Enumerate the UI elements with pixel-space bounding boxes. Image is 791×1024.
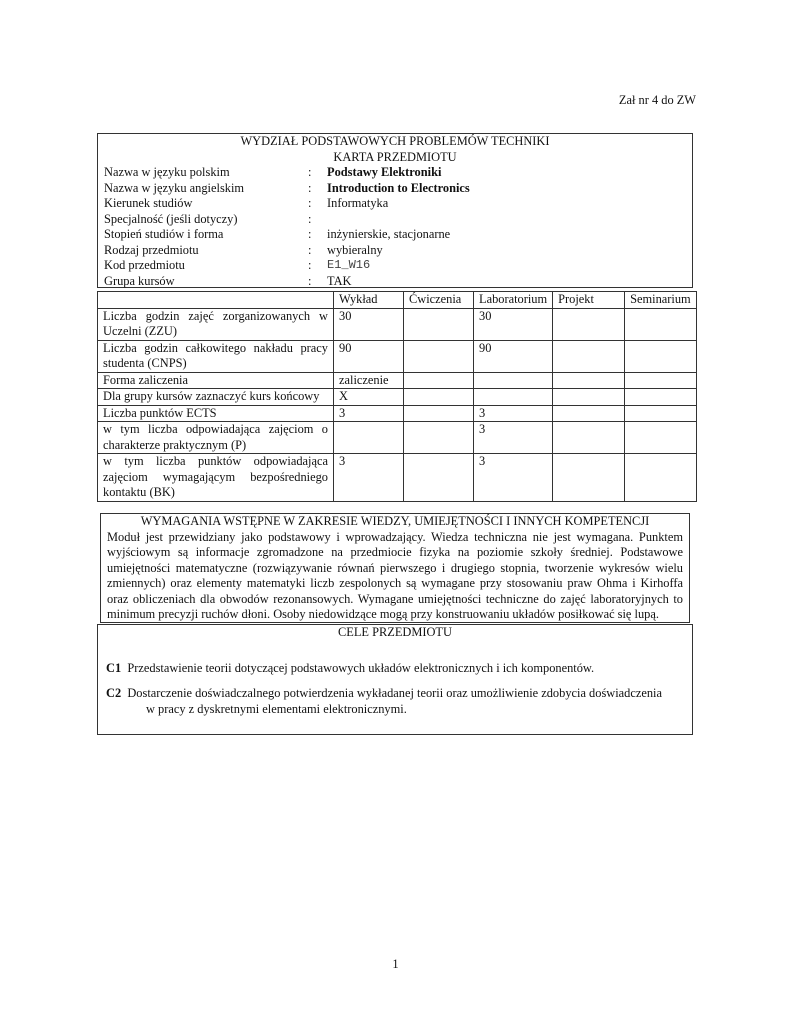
table-cell [625, 308, 697, 340]
row-label: Liczba godzin zajęć zorganizowanych w Uczelni (ZZU) [98, 308, 334, 340]
table-cell: 30 [474, 308, 553, 340]
table-cell [625, 340, 697, 372]
field-english-name [98, 181, 692, 197]
page-number: 1 [392, 957, 399, 971]
field-value: Introduction to Electronics [327, 180, 470, 195]
field-value: inżynierskie, stacjonarne [327, 227, 451, 241]
goals-title: CELE PRZEDMIOTU [338, 625, 452, 639]
table-cell: 3 [474, 422, 553, 454]
table-cell [334, 422, 404, 454]
table-cell [553, 372, 625, 389]
table-cell [625, 422, 697, 454]
table-cell: 3 [474, 454, 553, 502]
table-cell: 3 [334, 454, 404, 502]
column-header: Laboratorium [474, 292, 553, 309]
goal-id: C2 [106, 686, 122, 700]
table-row [98, 389, 697, 406]
table-cell [404, 340, 474, 372]
table-cell [625, 405, 697, 422]
row-label: Liczba godzin całkowitego nakładu pracy studenta (CNPS) [98, 340, 334, 372]
table-cell [404, 422, 474, 454]
table-cell [553, 340, 625, 372]
column-header [98, 292, 334, 309]
field-separator: : [308, 180, 312, 195]
field-specialization [98, 212, 692, 228]
faculty-title: WYDZIAŁ PODSTAWOWYCH PROBLEMÓW TECHNIKI [240, 134, 550, 148]
table-row [98, 372, 697, 389]
table-cell [553, 422, 625, 454]
requirements-text: Moduł jest przewidziany jako podstawowy i wprowadzający. Wiedza techniczna nie jest wymagana. Punktem wyjściowym są informacje zgromadzone na przedmiocie fizyka na poziomie szkoły średniej. Podstawowe umiejętności matematyczne (rozwiązywanie równań pierwszego i drugiego stopnia, tworzenie wykresów wielu zmiennych) oraz elementy matematyki liczb zespolonych są wymagane przy stosowaniu praw Ohma i Kirhoffa oraz obliczeniach dla obwodów rezonansowych. Wymagane umiejętności techniczne do zajęć laboratoryjnych to minimum precyzji ruchów dłoni. Osoby niedowidzące mogą przy konstruowaniu układów posiłkować się lupą. [107, 529, 683, 621]
table-cell [404, 389, 474, 406]
row-label: w tym liczba odpowiadająca zajęciom o charakterze praktycznym (P) [98, 422, 334, 454]
goal-text: Dostarczenie doświadczalnego potwierdzenia wykładanej teorii oraz umożliwienie zdobycia doświadczenia [127, 686, 662, 700]
goal-id: C1 [106, 660, 122, 675]
goal-item [98, 661, 692, 677]
table-cell [553, 308, 625, 340]
field-study-program [98, 196, 692, 212]
field-separator: : [308, 258, 312, 272]
table-cell: 90 [474, 340, 553, 372]
course-header-box [97, 133, 693, 288]
attachment-label: Zał nr 4 do ZW [618, 93, 696, 107]
requirements-box [100, 513, 690, 623]
column-header: Ćwiczenia [404, 292, 474, 309]
table-cell [404, 372, 474, 389]
field-separator: : [308, 273, 312, 288]
field-value [327, 212, 692, 228]
field-course-code [98, 258, 692, 274]
field-polish-name [98, 165, 692, 181]
goal-text: Przedstawienie teorii dotyczącej podstawowych układów elektronicznych i ich komponentów. [127, 660, 595, 675]
field-value: Informatyka [327, 196, 389, 210]
table-cell: 3 [474, 405, 553, 422]
table-header-row [98, 292, 697, 309]
goal-text-continued: w pracy z dyskretnymi elementami elektronicznymi. [146, 701, 407, 716]
hours-table [97, 291, 697, 502]
card-title: KARTA PRZEDMIOTU [333, 149, 457, 164]
field-value: Podstawy Elektroniki [327, 165, 442, 179]
table-cell [625, 389, 697, 406]
goal-item [98, 686, 692, 717]
column-header: Projekt [553, 292, 625, 309]
table-cell [474, 389, 553, 406]
table-row [98, 340, 697, 372]
table-cell [474, 372, 553, 389]
table-cell: 3 [334, 405, 404, 422]
table-cell: zaliczenie [334, 372, 404, 389]
row-label: w tym liczba punktów odpowiadająca zajęciom wymagającym bezpośredniego kontaktu (BK) [98, 454, 334, 502]
field-label: Specjalność (jeśli dotyczy) [104, 211, 238, 226]
field-separator: : [308, 165, 312, 179]
field-label: Nazwa w języku polskim [104, 165, 230, 179]
table-cell: X [334, 389, 404, 406]
field-course-type [98, 243, 692, 259]
row-label: Liczba punktów ECTS [98, 405, 334, 422]
goals-box [97, 624, 693, 735]
field-study-level [98, 227, 692, 243]
field-value: E1_W16 [327, 258, 371, 272]
field-separator: : [308, 211, 312, 226]
requirements-title: WYMAGANIA WSTĘPNE W ZAKRESIE WIEDZY, UMIEJĘTNOŚCI I INNYCH KOMPETENCJI [140, 514, 650, 528]
table-row [98, 422, 697, 454]
field-value: TAK [327, 273, 352, 288]
field-course-group [98, 274, 692, 290]
field-label: Stopień studiów i forma [104, 227, 224, 241]
field-separator: : [308, 227, 312, 241]
table-row [98, 405, 697, 422]
table-cell [625, 372, 697, 389]
field-separator: : [308, 242, 312, 257]
field-label: Kierunek studiów [104, 196, 193, 210]
field-value: wybieralny [327, 242, 383, 257]
table-row [98, 308, 697, 340]
table-cell [553, 389, 625, 406]
table-row [98, 454, 697, 502]
table-cell: 90 [334, 340, 404, 372]
field-separator: : [308, 196, 312, 210]
field-label: Nazwa w języku angielskim [104, 180, 245, 195]
table-cell [404, 405, 474, 422]
field-label: Grupa kursów [104, 273, 175, 288]
row-label: Dla grupy kursów zaznaczyć kurs końcowy [98, 389, 334, 406]
table-cell: 30 [334, 308, 404, 340]
table-cell [553, 454, 625, 502]
table-cell [625, 454, 697, 502]
table-cell [404, 308, 474, 340]
table-cell [404, 454, 474, 502]
field-label: Kod przedmiotu [104, 258, 185, 272]
field-label: Rodzaj przedmiotu [104, 242, 199, 257]
table-cell [553, 405, 625, 422]
column-header: Wykład [334, 292, 404, 309]
column-header: Seminarium [625, 292, 697, 309]
row-label: Forma zaliczenia [98, 372, 334, 389]
